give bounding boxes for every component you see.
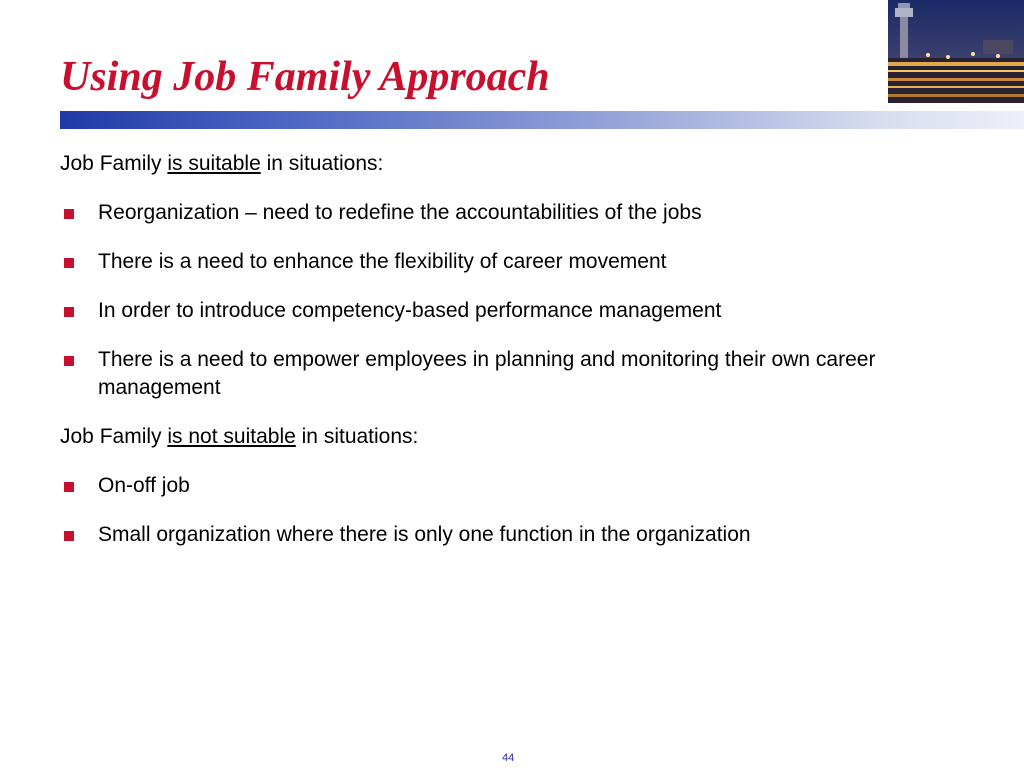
list-item-text: Reorganization – need to redefine the accountabilities of the jobs: [98, 201, 702, 224]
suitable-prefix: Job Family: [60, 152, 162, 175]
airport-night-photo: [888, 0, 1024, 103]
square-bullet-icon: [64, 209, 74, 219]
list-item-text: There is a need to empower employees in planning and monitoring their own career management: [98, 348, 876, 399]
list-item-text: Small organization where there is only one function in the organization: [98, 523, 751, 546]
list-item: [60, 472, 960, 500]
square-bullet-icon: [64, 307, 74, 317]
list-item: [60, 346, 960, 402]
page-number: 44: [502, 752, 515, 764]
not-suitable-prefix: Job Family: [60, 425, 162, 448]
not-suitable-suffix: in situations:: [301, 425, 419, 448]
suitable-emphasis: is suitable: [167, 152, 261, 175]
square-bullet-icon: [64, 482, 74, 492]
square-bullet-icon: [64, 531, 74, 541]
square-bullet-icon: [64, 258, 74, 268]
not-suitable-heading: [60, 423, 960, 451]
list-item: [60, 521, 960, 549]
square-bullet-icon: [64, 356, 74, 366]
airport-night-photo-graphic: [888, 0, 1024, 103]
title-underline-bar: [60, 111, 1024, 129]
list-item-text: There is a need to enhance the flexibility of career movement: [98, 250, 667, 273]
list-item-text: On-off job: [98, 474, 190, 497]
not-suitable-emphasis: is not suitable: [167, 425, 296, 448]
list-item: [60, 297, 960, 325]
suitable-suffix: in situations:: [266, 152, 384, 175]
not-suitable-list: [60, 472, 960, 549]
list-item: [60, 199, 960, 227]
slide-body: [60, 150, 960, 570]
slide-title: Using Job Family Approach: [60, 54, 550, 100]
list-item-text: In order to introduce competency-based performance management: [98, 299, 722, 322]
list-item: [60, 248, 960, 276]
suitable-heading: [60, 150, 960, 178]
suitable-list: [60, 199, 960, 402]
